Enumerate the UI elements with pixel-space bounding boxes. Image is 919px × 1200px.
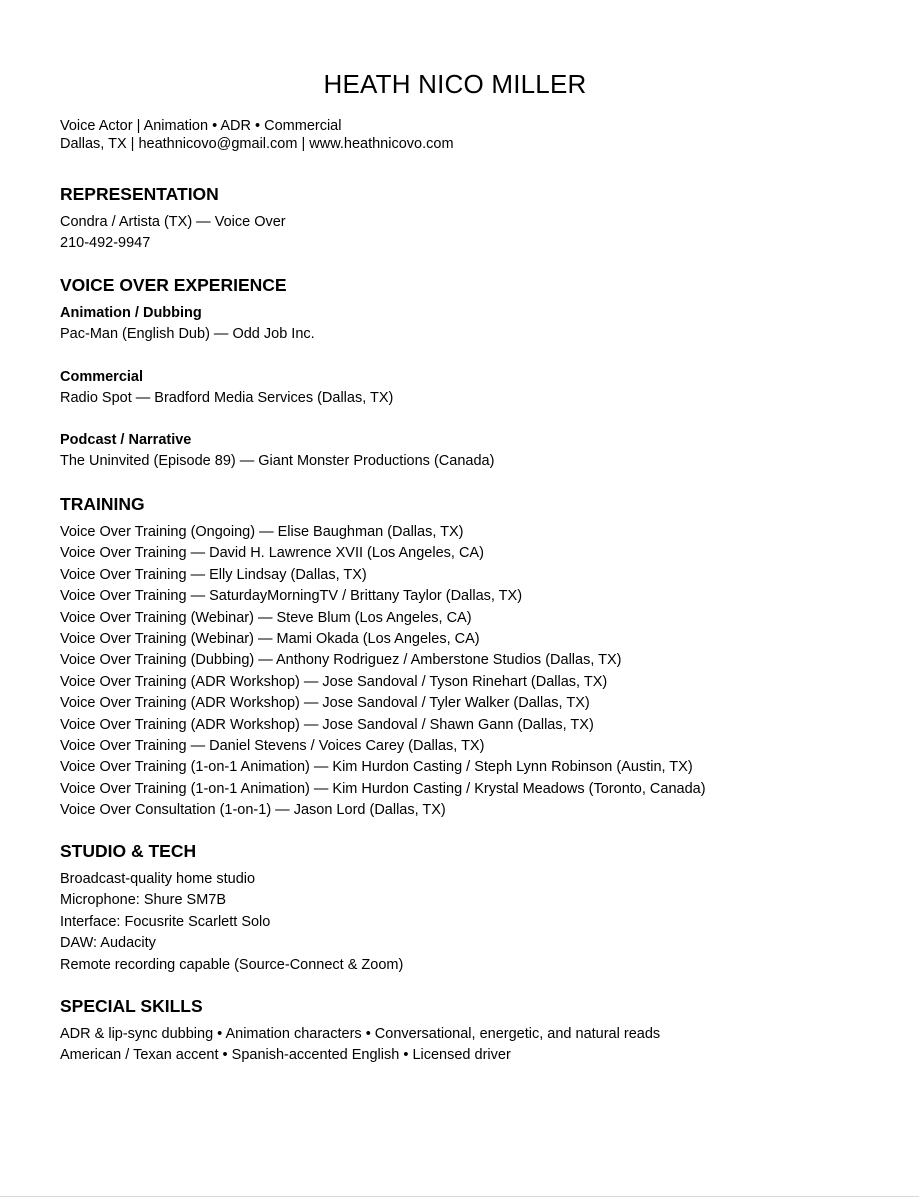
experience-group-animation — [60, 303, 315, 346]
studio-item: DAW: Audacity — [60, 935, 156, 952]
experience-item: Pac-Man (English Dub) — Odd Job Inc. — [60, 326, 315, 343]
studio-item: Interface: Focusrite Scarlett Solo — [60, 913, 271, 930]
studio-item: Remote recording capable (Source-Connect & Zoom) — [60, 956, 404, 973]
tagline: Voice Actor | Animation • ADR • Commercial — [60, 118, 342, 134]
skills-item: American / Texan accent • Spanish-accented English • Licensed driver — [60, 1047, 511, 1064]
training-item: Voice Over Training — David H. Lawrence XVII (Los Angeles, CA) — [60, 545, 484, 562]
page-bottom-edge — [0, 1196, 919, 1197]
studio-item: Microphone: Shure SM7B — [60, 892, 227, 909]
training-item: Voice Over Training (1-on-1 Animation) — Kim Hurdon Casting / Steph Lynn Robinson (Austin, TX) — [60, 759, 693, 776]
representation-line: Condra / Artista (TX) — Voice Over — [60, 214, 286, 230]
section-title-representation: REPRESENTATION — [60, 184, 219, 204]
experience-subheading: Animation / Dubbing — [60, 305, 202, 321]
training-item: Voice Over Training (ADR Workshop) — Jose Sandoval / Tyler Walker (Dallas, TX) — [60, 695, 590, 712]
contact-block — [60, 117, 454, 153]
training-item: Voice Over Training (1-on-1 Animation) — Kim Hurdon Casting / Krystal Meadows (Toronto, Canada) — [60, 780, 706, 797]
representation-block — [60, 212, 286, 255]
experience-item: Radio Spot — Bradford Media Services (Dallas, TX) — [60, 390, 394, 407]
section-title-training: TRAINING — [60, 494, 145, 514]
representation-line: 210-492-9947 — [60, 235, 151, 252]
section-title-experience: VOICE OVER EXPERIENCE — [60, 275, 287, 295]
training-item: Voice Over Training (ADR Workshop) — Jose Sandoval / Tyson Rinehart (Dallas, TX) — [60, 673, 608, 690]
studio-list — [60, 869, 403, 976]
studio-item: Broadcast-quality home studio — [60, 871, 256, 887]
training-item: Voice Over Training (Webinar) — Mami Okada (Los Angeles, CA) — [60, 630, 480, 647]
training-item: Voice Over Training (Dubbing) — Anthony Rodriguez / Amberstone Studios (Dallas, TX) — [60, 652, 622, 669]
experience-subheading: Podcast / Narrative — [60, 432, 192, 448]
training-item: Voice Over Training — Elly Lindsay (Dallas, TX) — [60, 566, 367, 583]
training-item: Voice Over Training (Webinar) — Steve Blum (Los Angeles, CA) — [60, 609, 472, 626]
experience-subheading: Commercial — [60, 369, 144, 385]
training-item: Voice Over Training (Ongoing) — Elise Baughman (Dallas, TX) — [60, 524, 464, 540]
training-item: Voice Over Training (ADR Workshop) — Jose Sandoval / Shawn Gann (Dallas, TX) — [60, 716, 594, 733]
training-item: Voice Over Training — SaturdayMorningTV / Brittany Taylor (Dallas, TX) — [60, 588, 523, 605]
training-list — [60, 522, 706, 821]
section-title-studio: STUDIO & TECH — [60, 841, 197, 861]
resume-name: HEATH NICO MILLER — [323, 69, 587, 99]
experience-group-commercial — [60, 367, 393, 410]
training-item: Voice Over Training — Daniel Stevens / Voices Carey (Dallas, TX) — [60, 737, 485, 754]
section-title-skills: SPECIAL SKILLS — [60, 996, 203, 1016]
experience-group-podcast — [60, 430, 494, 473]
skills-list — [60, 1024, 660, 1067]
training-item: Voice Over Consultation (1-on-1) — Jason Lord (Dallas, TX) — [60, 802, 446, 819]
experience-item: The Uninvited (Episode 89) — Giant Monster Productions (Canada) — [60, 453, 495, 470]
skills-item: ADR & lip-sync dubbing • Animation characters • Conversational, energetic, and natural reads — [60, 1026, 661, 1042]
contact-line: Dallas, TX | heathnicovo@gmail.com | www.heathnicovo.com — [60, 136, 454, 152]
